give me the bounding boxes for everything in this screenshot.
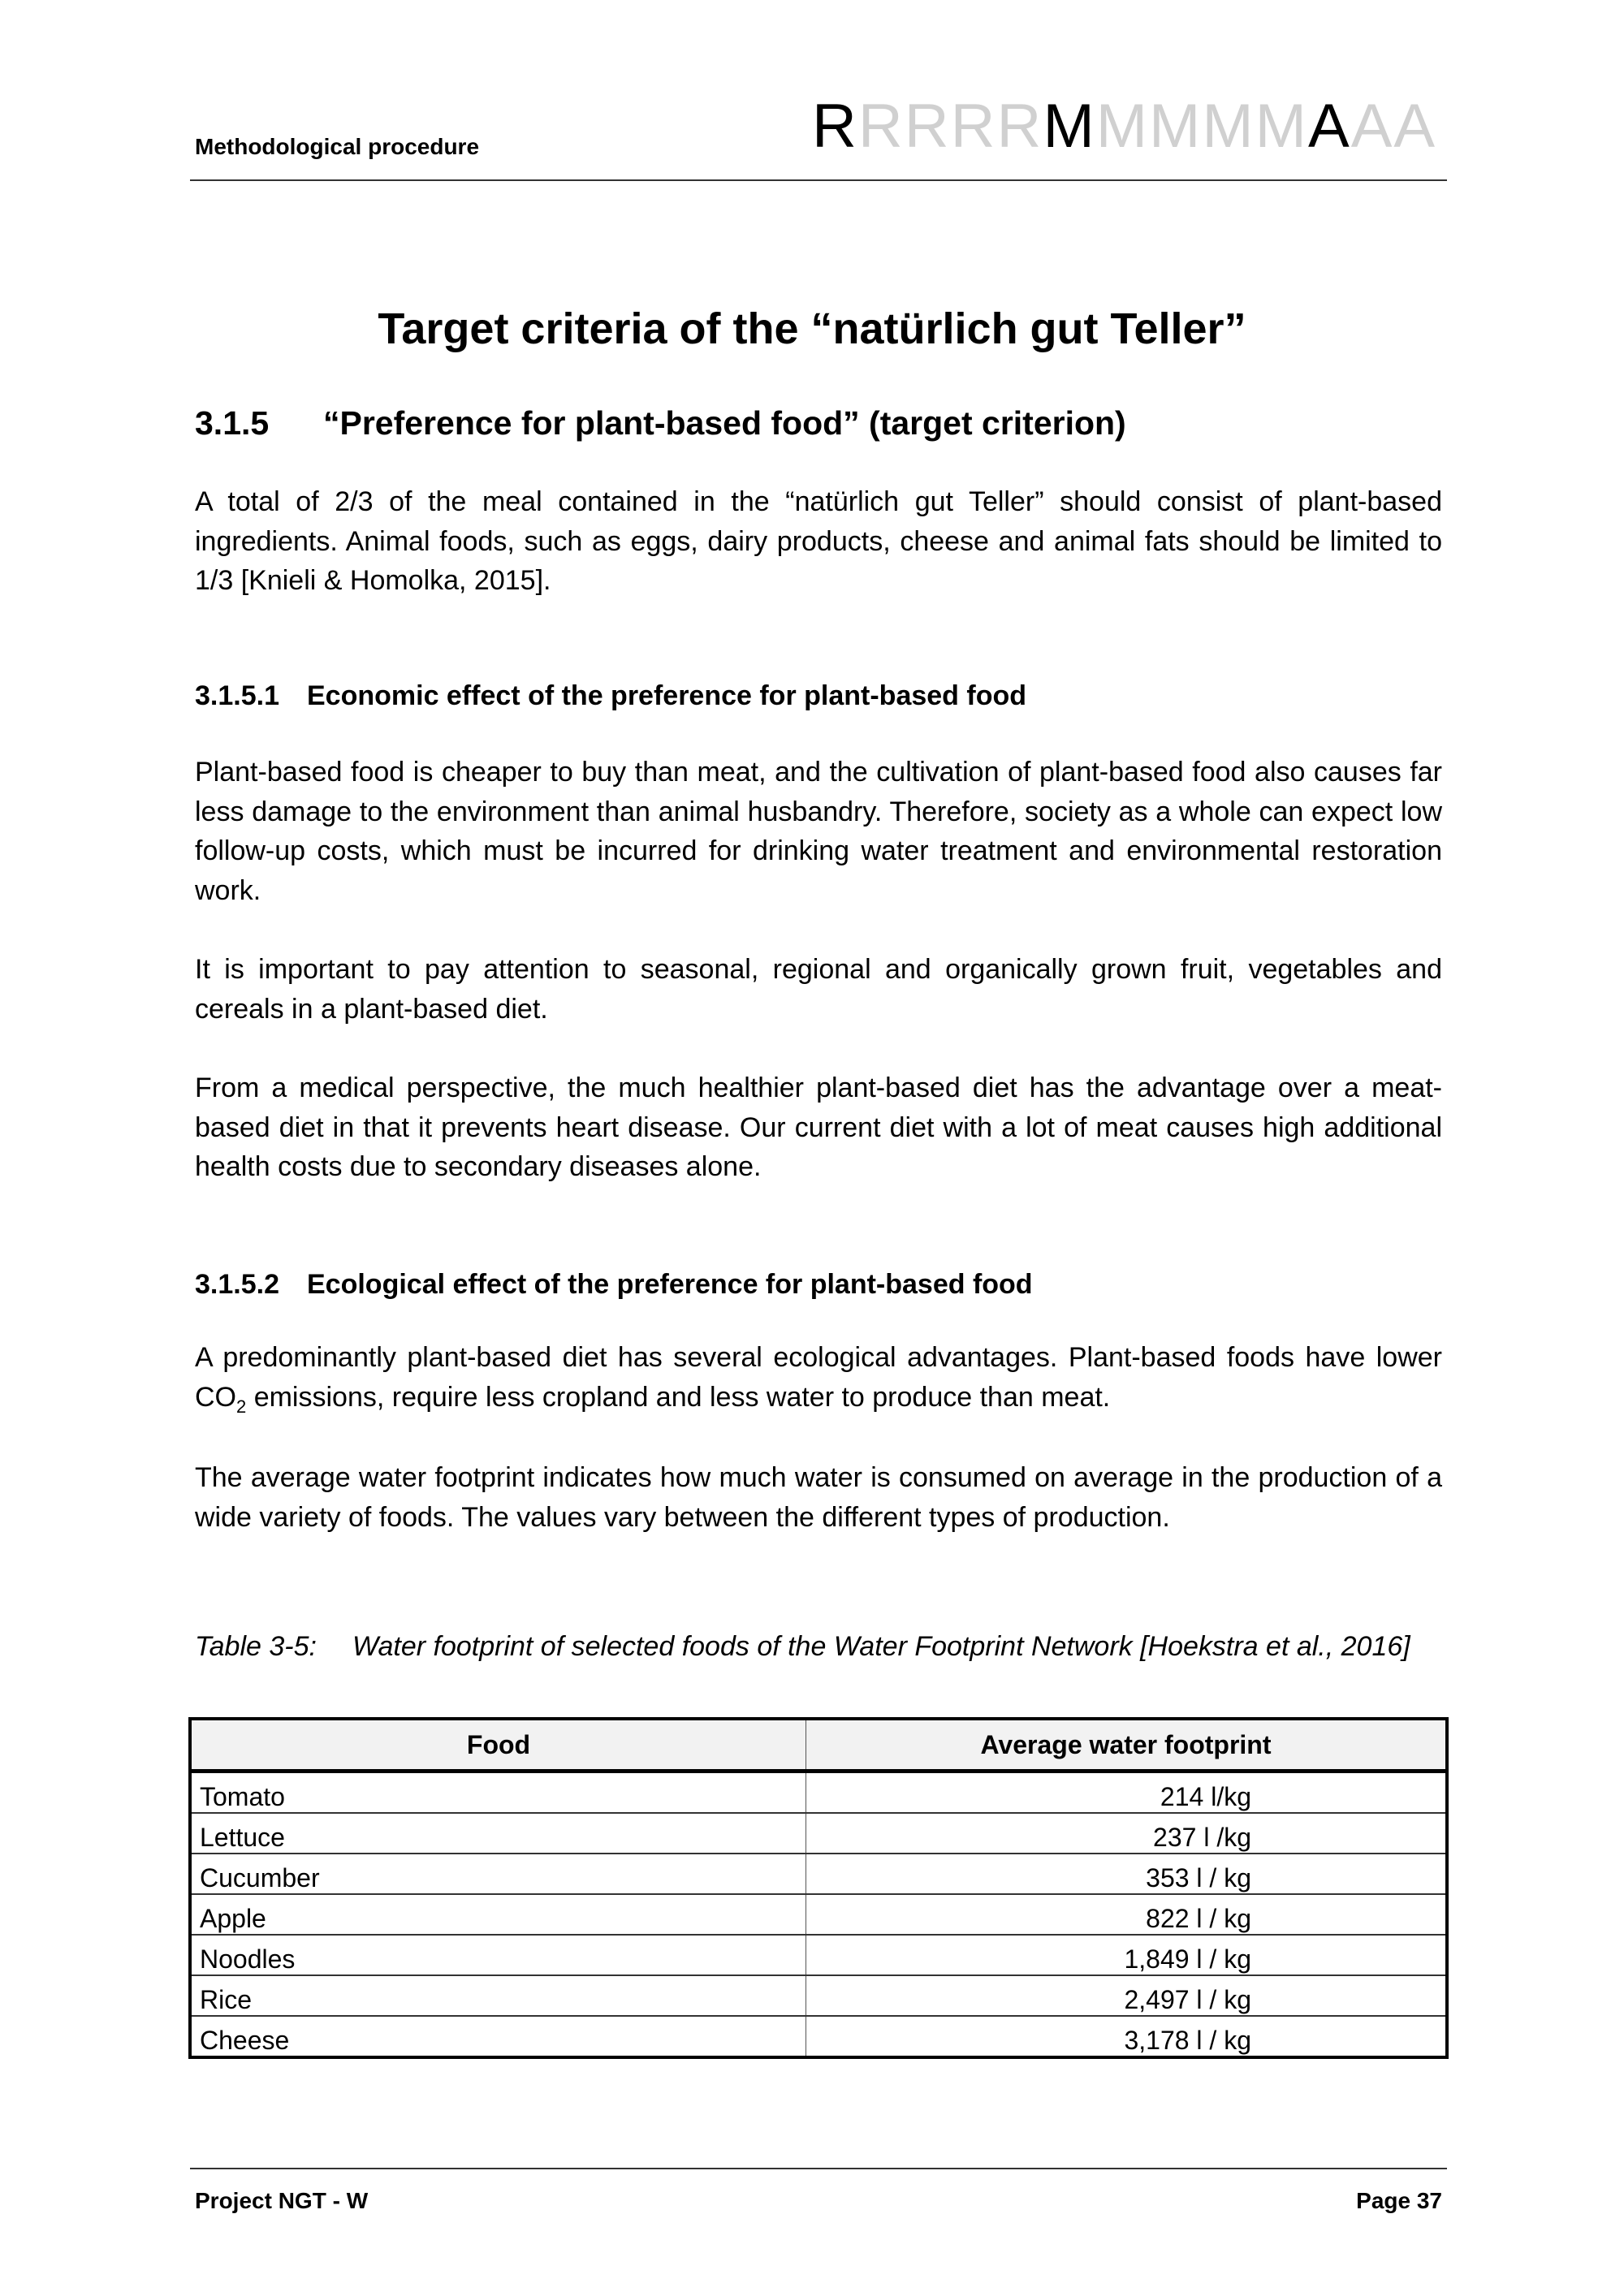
footprint-cell — [806, 1894, 1448, 1935]
footprint-cell — [806, 1975, 1448, 2016]
footer-divider — [190, 2168, 1447, 2169]
footprint-value: 237 l /kg — [1153, 1823, 1251, 1852]
food-cell: Tomato — [190, 1772, 806, 1814]
footprint-cell — [806, 1935, 1448, 1975]
table-row — [190, 1854, 1447, 1894]
page-title: Target criteria of the “natürlich gut Teller” — [378, 304, 1246, 353]
header-section-label: Methodological procedure — [195, 134, 480, 159]
header-divider — [190, 179, 1447, 181]
water-footprint-table — [188, 1717, 1449, 2059]
subsection-title: Ecological effect of the preference for plant-based food — [307, 1269, 1033, 1300]
table-row — [190, 2016, 1447, 2057]
footprint-value: 214 l/kg — [1160, 1782, 1251, 1811]
footer-page-number: Page 37 — [1356, 2188, 1442, 2213]
caption-text: Water footprint of selected foods of the Water Footprint Network [Hoekstra et al., 2016] — [352, 1631, 1410, 1662]
table-row — [190, 1772, 1447, 1814]
text: emissions, require less cropland and less water to produce than meat. — [246, 1381, 1111, 1413]
food-cell: Apple — [190, 1894, 806, 1935]
text: A predominantly plant-based diet has several ecological advantages. Plant-based foods have lower CO — [195, 1342, 1442, 1413]
food-cell: Rice — [190, 1975, 806, 2016]
footprint-value: 3,178 l / kg — [1124, 2026, 1251, 2055]
table-row — [190, 1813, 1447, 1854]
food-cell: Cheese — [190, 2016, 806, 2057]
subsection-heading-ecological — [195, 1269, 1033, 1301]
subscript: 2 — [236, 1396, 247, 1417]
subsection-number: 3.1.5.1 — [195, 680, 279, 711]
rma-logo: RRRRRMMMMMAAA — [812, 92, 1437, 161]
intro-paragraph: A total of 2/3 of the meal contained in the “natürlich gut Teller” should consist of plant-based ingredients. Animal foods, such as eggs, dairy products, cheese and animal fats should be limited to 1/3 [Knieli & Homolka, 2015]. — [195, 486, 1442, 596]
footprint-cell — [806, 2016, 1448, 2057]
paragraph — [195, 1338, 1442, 1426]
food-cell: Lettuce — [190, 1813, 806, 1854]
footprint-value: 353 l / kg — [1146, 1863, 1251, 1892]
table-row — [190, 1894, 1447, 1935]
paragraph: From a medical perspective, the much healthier plant-based diet has the advantage over a meat-based diet in that it prevents heart disease. Our current diet with a lot of meat causes high additional health costs due to secondary diseases alone. — [195, 1072, 1442, 1182]
paragraph: It is important to pay attention to seasonal, regional and organically grown fruit, vegetables and cereals in a plant-based diet. — [195, 954, 1442, 1025]
subsection-title: Economic effect of the preference for plant-based food — [307, 680, 1027, 711]
footprint-cell — [806, 1854, 1448, 1894]
section-title: “Preference for plant-based food” (target criterion) — [323, 404, 1126, 442]
table-row — [190, 1975, 1447, 2016]
footer-project: Project NGT - W — [195, 2188, 369, 2213]
paragraph: The average water footprint indicates how much water is consumed on average in the production of a wide variety of foods. The values vary between the different types of production. — [195, 1462, 1442, 1533]
column-header-food: Food — [190, 1719, 806, 1772]
subsection-heading-economic — [195, 680, 1026, 712]
caption-label: Table 3-5: — [195, 1631, 317, 1662]
paragraph: Plant-based food is cheaper to buy than meat, and the cultivation of plant-based food also causes far less damage to the environment than animal husbandry. Therefore, society as a whole can expect low follow-up costs, which must be incurred for drinking water treatment and environmental restoration work. — [195, 757, 1442, 906]
section-heading — [195, 404, 1126, 442]
table-caption — [195, 1629, 1442, 1664]
footprint-value: 2,497 l / kg — [1124, 1985, 1251, 2014]
footprint-value: 1,849 l / kg — [1124, 1944, 1251, 1974]
footprint-cell — [806, 1813, 1448, 1854]
table-row — [190, 1935, 1447, 1975]
food-cell: Noodles — [190, 1935, 806, 1975]
column-header-footprint: Average water footprint — [806, 1719, 1448, 1772]
footprint-cell — [806, 1772, 1448, 1814]
subsection-number: 3.1.5.2 — [195, 1269, 279, 1300]
food-cell: Cucumber — [190, 1854, 806, 1894]
section-number: 3.1.5 — [195, 404, 270, 442]
footprint-value: 822 l / kg — [1146, 1904, 1251, 1933]
